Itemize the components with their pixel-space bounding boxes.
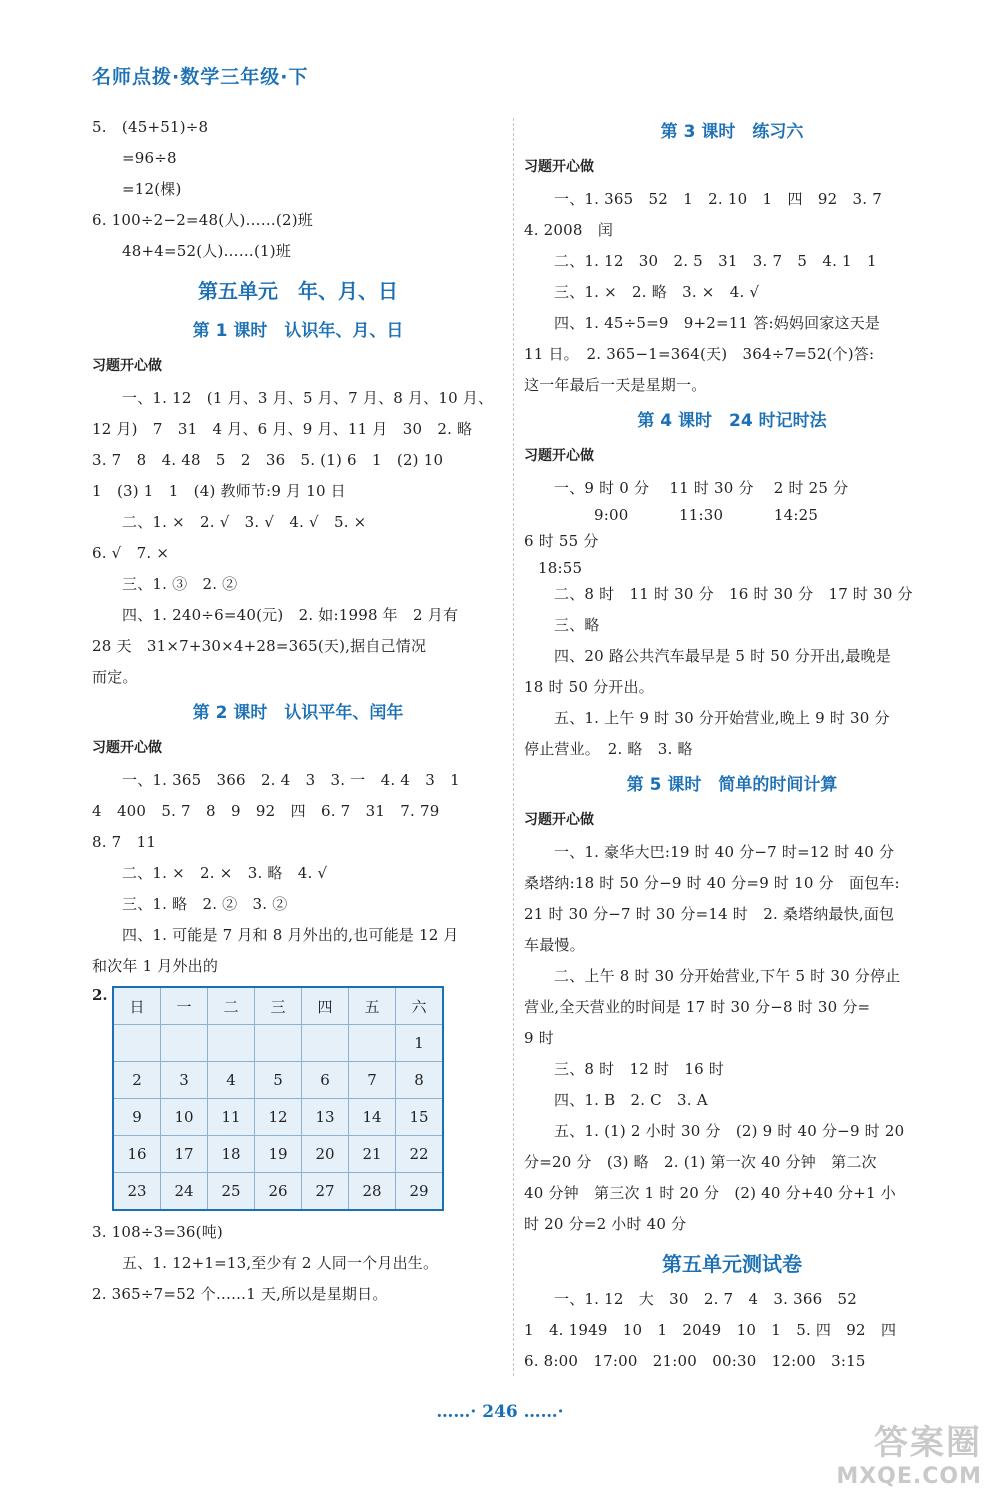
answer-line: 一、1. 12 大 30 2. 7 4 3. 366 52 — [554, 1290, 858, 1308]
calendar-cell: 12 — [255, 1099, 302, 1136]
watermark-url: MXQE.COM — [836, 1464, 982, 1489]
calendar-cell — [302, 1025, 349, 1062]
calendar-cell: 26 — [255, 1173, 302, 1211]
answer-line: 二、1. × 2. √ 3. √ 4. √ 5. × — [122, 513, 367, 531]
right-column — [524, 112, 940, 1377]
answer-line: 8. 7 11 — [92, 833, 157, 851]
calendar-cell: 14 — [349, 1099, 396, 1136]
calendar-cell: 9 — [113, 1099, 161, 1136]
calendar-row — [113, 1136, 443, 1173]
calendar-cell: 24 — [161, 1173, 208, 1211]
answer-line: 二、8 时 11 时 30 分 16 时 30 分 17 时 30 分 — [554, 585, 913, 603]
answer-line: 6. 100÷2−2=48(人)……(2)班 — [92, 211, 313, 229]
calendar-cell: 27 — [302, 1173, 349, 1211]
answer-line: 四、1. 可能是 7 月和 8 月外出的,也可能是 12 月 — [122, 926, 459, 944]
answer-line: 28 天 31×7+30×4+28=365(天),据自己情况 — [92, 637, 427, 655]
answer-line: 6. √ 7. × — [92, 544, 170, 562]
answer-line: 一、9 时 0 分 11 时 30 分 2 时 25 分 — [554, 479, 849, 497]
answer-line: 12 月) 7 31 4 月、6 月、9 月、11 月 30 2. 略 — [92, 420, 473, 438]
calendar-cell: 2 — [113, 1062, 161, 1099]
weekday-header: 二 — [208, 987, 255, 1025]
calendar-row — [113, 1062, 443, 1099]
calendar-cell: 18 — [208, 1136, 255, 1173]
answer-line: 1 (3) 1 1 (4) 教师节:9 月 10 日 — [92, 482, 346, 500]
answer-line: 2. 365÷7=52 个……1 天,所以是星期日。 — [92, 1285, 388, 1303]
answer-line: 9:00 11:30 14:25 — [594, 506, 819, 524]
column-divider — [513, 118, 514, 1376]
answer-line: 40 分钟 第三次 1 时 20 分 (2) 40 分+40 分+1 小 — [524, 1184, 896, 1202]
lesson-title: 第 2 课时 认识平年、闰年 — [192, 703, 404, 723]
answer-line: 二、上午 8 时 30 分开始营业,下午 5 时 30 分停止 — [554, 967, 901, 985]
calendar-cell: 15 — [396, 1099, 444, 1136]
section-label: 习题开心做 — [524, 812, 594, 828]
answer-line: 3. 7 8 4. 48 5 2 36 5. (1) 6 1 (2) 10 — [92, 451, 444, 469]
answer-line: 三、8 时 12 时 16 时 — [554, 1060, 725, 1078]
calendar-cell: 8 — [396, 1062, 444, 1099]
calendar-cell: 6 — [302, 1062, 349, 1099]
watermark-brand: 答案圈 — [874, 1423, 982, 1463]
calendar-cell — [255, 1025, 302, 1062]
answer-line: 和次年 1 月外出的 — [92, 957, 219, 975]
calendar-cell: 23 — [113, 1173, 161, 1211]
answer-line: 四、1. 45÷5=9 9+2=11 答:妈妈回家这天是 — [554, 314, 881, 332]
calendar-cell: 28 — [349, 1173, 396, 1211]
answer-line: 6. 8:00 17:00 21:00 00:30 12:00 3:15 — [524, 1352, 866, 1370]
answer-line: 4 400 5. 7 8 9 92 四 6. 7 31 7. 79 — [92, 802, 440, 820]
answer-line: 3. 108÷3=36(吨) — [92, 1223, 223, 1241]
calendar-row — [113, 1099, 443, 1136]
calendar-cell — [349, 1025, 396, 1062]
calendar-cell: 22 — [396, 1136, 444, 1173]
answer-line: 9 时 — [524, 1029, 554, 1047]
answer-line: 四、1. B 2. C 3. A — [554, 1091, 708, 1109]
answer-line: 三、1. ③ 2. ② — [122, 575, 238, 593]
answer-line: 一、1. 365 52 1 2. 10 1 四 92 3. 7 — [554, 190, 882, 208]
answer-line: 这一年最后一天是星期一。 — [524, 376, 707, 394]
calendar-cell: 4 — [208, 1062, 255, 1099]
answer-line: 6 时 55 分 — [524, 532, 599, 550]
answer-line: 18:55 — [538, 559, 583, 577]
answer-line: 18 时 50 分开出。 — [524, 678, 654, 696]
answer-line: 4. 2008 闰 — [524, 221, 614, 239]
calendar-cell — [208, 1025, 255, 1062]
book-header-title: 名师点拨·数学三年级·下 — [92, 66, 309, 88]
answer-line: 四、1. 240÷6=40(元) 2. 如:1998 年 2 月有 — [122, 606, 459, 624]
calendar-row — [113, 1025, 443, 1062]
answer-line: 一、1. 12 (1 月、3 月、5 月、7 月、8 月、10 月、 — [122, 389, 494, 407]
test-title: 第五单元测试卷 — [662, 1252, 802, 1276]
calendar-cell: 21 — [349, 1136, 396, 1173]
weekday-header: 一 — [161, 987, 208, 1025]
answer-line: 二、1. 12 30 2. 5 31 3. 7 5 4. 1 1 — [554, 252, 877, 270]
calendar-cell: 1 — [396, 1025, 444, 1062]
answer-line: 一、1. 365 366 2. 4 3 3. 一 4. 4 3 1 — [122, 771, 460, 789]
weekday-header: 六 — [396, 987, 444, 1025]
answer-line: =12(棵) — [122, 180, 182, 198]
calendar-cell: 19 — [255, 1136, 302, 1173]
calendar-row — [113, 1173, 443, 1211]
calendar-cell: 7 — [349, 1062, 396, 1099]
calendar-cell: 16 — [113, 1136, 161, 1173]
lesson-title: 第 5 课时 简单的时间计算 — [626, 775, 838, 795]
section-label: 习题开心做 — [524, 448, 594, 464]
calendar-cell: 3 — [161, 1062, 208, 1099]
calendar-table — [112, 986, 444, 1211]
weekday-header: 三 — [255, 987, 302, 1025]
answer-line: 21 时 30 分−7 时 30 分=14 时 2. 桑塔纳最快,面包 — [524, 905, 895, 923]
watermark — [836, 1415, 982, 1489]
calendar-cell — [161, 1025, 208, 1062]
answer-line: 五、1. 12+1=13,至少有 2 人同一个月出生。 — [122, 1254, 439, 1272]
weekday-header: 四 — [302, 987, 349, 1025]
calendar-cell: 17 — [161, 1136, 208, 1173]
answer-line: 48+4=52(人)……(1)班 — [122, 242, 292, 260]
answer-line: 桑塔纳:18 时 50 分−9 时 40 分=9 时 10 分 面包车: — [524, 874, 900, 892]
weekday-header: 日 — [113, 987, 161, 1025]
calendar-cell: 25 — [208, 1173, 255, 1211]
answer-line: 三、略 — [554, 616, 600, 634]
calendar-question-number: 2. — [92, 986, 108, 1004]
left-column — [92, 112, 504, 1310]
answer-line: =96÷8 — [122, 149, 177, 167]
section-label: 习题开心做 — [92, 358, 162, 374]
calendar-cell: 13 — [302, 1099, 349, 1136]
section-label: 习题开心做 — [92, 740, 162, 756]
calendar-cell: 29 — [396, 1173, 444, 1211]
calendar-cell: 5 — [255, 1062, 302, 1099]
answer-line: 时 20 分=2 小时 40 分 — [524, 1215, 687, 1233]
answer-line: 分=20 分 (3) 略 2. (1) 第一次 40 分钟 第二次 — [524, 1153, 877, 1171]
calendar-cell: 20 — [302, 1136, 349, 1173]
answer-line: 11 日。 2. 365−1=364(天) 364÷7=52(个)答: — [524, 345, 875, 363]
lesson-title: 第 1 课时 认识年、月、日 — [192, 321, 404, 341]
calendar-block — [92, 986, 504, 1211]
section-label: 习题开心做 — [524, 159, 594, 175]
weekday-header: 五 — [349, 987, 396, 1025]
answer-line: 四、20 路公共汽车最早是 5 时 50 分开出,最晚是 — [554, 647, 891, 665]
answer-line: 三、1. 略 2. ② 3. ② — [122, 895, 288, 913]
calendar-cell: 10 — [161, 1099, 208, 1136]
answer-line: 二、1. × 2. × 3. 略 4. √ — [122, 864, 328, 882]
lesson-title: 第 3 课时 练习六 — [660, 122, 804, 142]
answer-line: 停止营业。 2. 略 3. 略 — [524, 740, 693, 758]
answer-line: 1 4. 1949 10 1 2049 10 1 5. 四 92 四 — [524, 1321, 897, 1339]
answer-line: 营业,全天营业的时间是 17 时 30 分−8 时 30 分= — [524, 998, 871, 1016]
answer-line: 车最慢。 — [524, 936, 585, 954]
answer-line: 五、1. 上午 9 时 30 分开始营业,晚上 9 时 30 分 — [554, 709, 890, 727]
calendar-cell — [113, 1025, 161, 1062]
answer-line: 而定。 — [92, 668, 138, 686]
lesson-title: 第 4 课时 24 时记时法 — [637, 411, 827, 431]
answer-line: 5. (45+51)÷8 — [92, 118, 209, 136]
calendar-header-row — [113, 987, 443, 1025]
calendar-cell: 11 — [208, 1099, 255, 1136]
answer-line: 一、1. 豪华大巴:19 时 40 分−7 时=12 时 40 分 — [554, 843, 895, 861]
unit-title: 第五单元 年、月、日 — [198, 279, 398, 303]
answer-line: 五、1. (1) 2 小时 30 分 (2) 9 时 40 分−9 时 20 — [554, 1122, 905, 1140]
page-number: ……· 246 ……· — [436, 1402, 564, 1422]
answer-line: 三、1. × 2. 略 3. × 4. √ — [554, 283, 760, 301]
